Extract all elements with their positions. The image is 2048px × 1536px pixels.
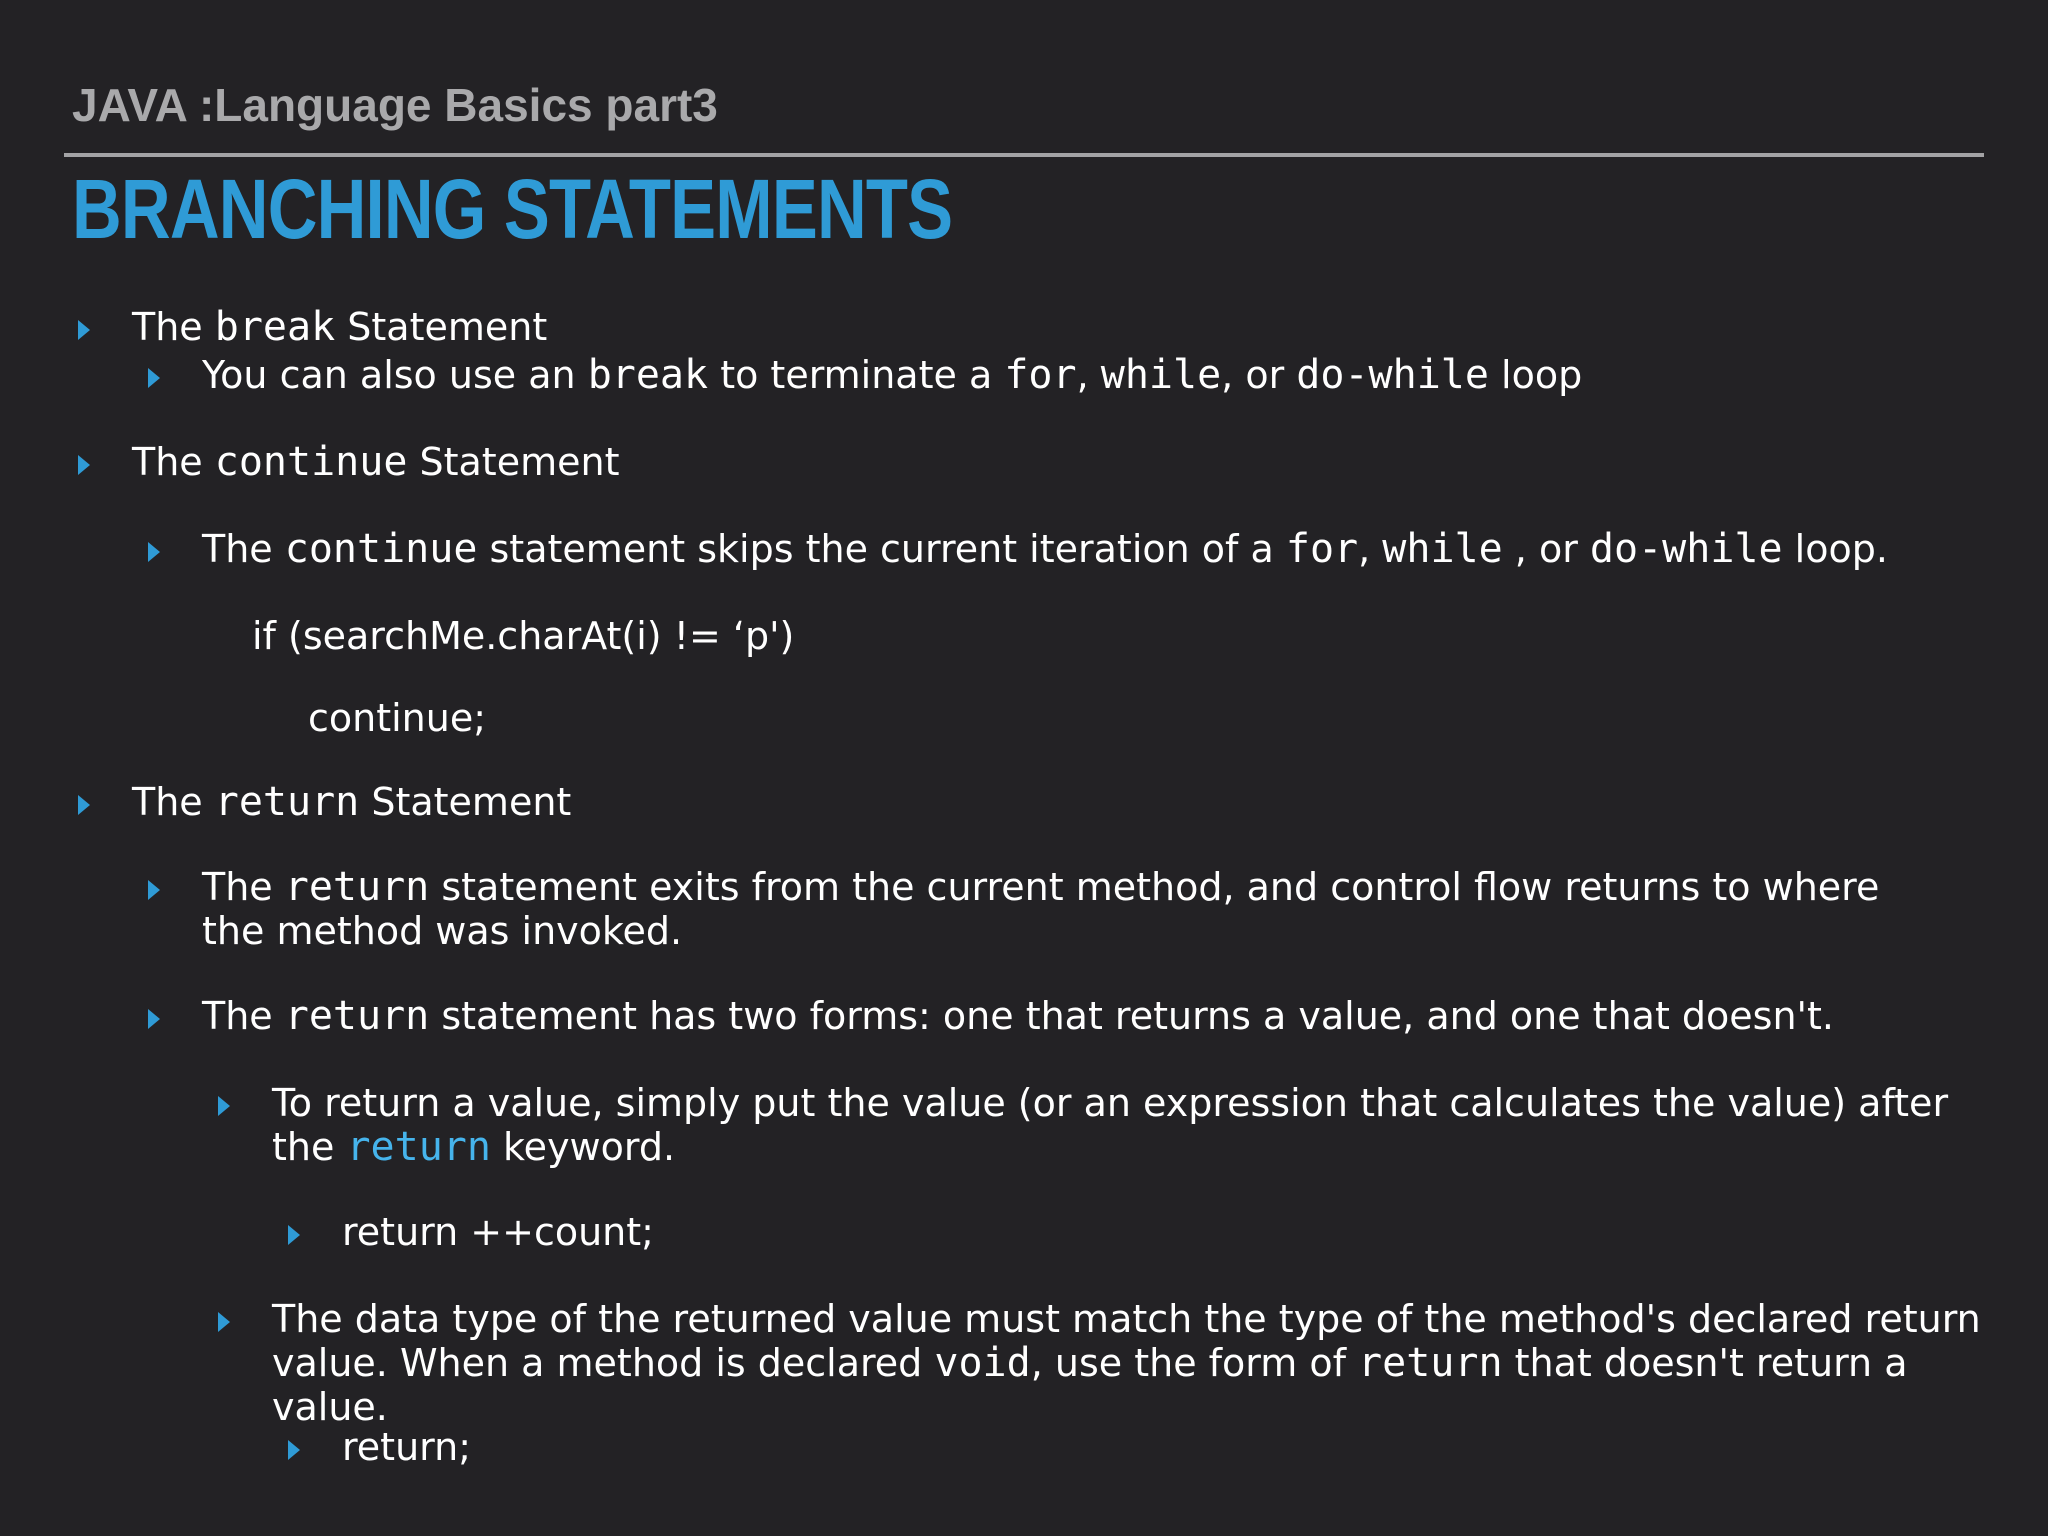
code-example: return;	[342, 1425, 471, 1469]
code-keyword: return	[284, 993, 430, 1039]
header-divider	[64, 153, 1984, 157]
text: The data type of the returned value must match the type of the method's declared return value. When a method is declared	[272, 1297, 1981, 1385]
course-title: JAVA :Language Basics part3	[72, 79, 718, 131]
bullet-icon	[288, 1225, 300, 1245]
text: , or	[1221, 353, 1297, 397]
text: statement has two forms: one that returns a value, and one that doesn't.	[429, 994, 1834, 1038]
continue-detail	[202, 527, 1888, 571]
continue-heading	[132, 440, 619, 484]
bullet-icon	[78, 455, 90, 475]
text: , or	[1502, 527, 1590, 571]
code-example: return ++count;	[342, 1210, 654, 1254]
text: loop	[1488, 353, 1583, 397]
code-keyword: do-while	[1296, 352, 1489, 398]
code-keyword: while	[1382, 526, 1503, 572]
text: The	[132, 305, 215, 349]
text: statement exits from the current method, and control flow returns to where the method was invoked.	[202, 865, 1880, 953]
bullet-icon	[148, 542, 160, 562]
text: ,	[1076, 353, 1101, 397]
text: keyword.	[490, 1125, 676, 1169]
code-keyword: continue	[214, 439, 408, 485]
text: Statement	[407, 440, 620, 484]
code-keyword: return	[1358, 1340, 1503, 1386]
code-keyword: return	[284, 864, 430, 910]
bullet-icon	[288, 1440, 300, 1460]
break-detail	[202, 353, 1582, 397]
text: Statement	[359, 780, 572, 824]
text: loop.	[1782, 527, 1888, 571]
text: that doesn't return a value.	[272, 1341, 1908, 1429]
bullet-icon	[148, 880, 160, 900]
return-void-info	[272, 1297, 1992, 1429]
return-heading	[132, 780, 571, 824]
text: The	[202, 527, 285, 571]
code-keyword: void	[934, 1340, 1031, 1386]
code-keyword: break	[214, 304, 336, 350]
bullet-icon	[218, 1312, 230, 1332]
slide-title: BRANCHING STATEMENTS	[72, 162, 953, 256]
code-keyword: break	[587, 352, 709, 398]
bullet-icon	[148, 368, 160, 388]
return-forms	[202, 994, 1834, 1038]
bullet-icon	[148, 1009, 160, 1029]
text: You can also use an	[202, 353, 588, 397]
text: , use the form of	[1030, 1341, 1359, 1385]
code-line: continue;	[308, 696, 487, 740]
text: ,	[1358, 527, 1383, 571]
code-keyword: return	[346, 1124, 491, 1170]
break-heading	[132, 305, 547, 349]
text: to terminate a	[708, 353, 1005, 397]
bullet-icon	[218, 1096, 230, 1116]
text: To return a value, simply put the value (or an expression that calculates the value) after the	[272, 1081, 1949, 1169]
code-line: if (searchMe.charAt(i) != ‘p')	[252, 614, 795, 658]
bullet-icon	[78, 795, 90, 815]
bullet-icon	[78, 320, 90, 340]
code-keyword: for	[1285, 526, 1359, 572]
text: The	[132, 440, 215, 484]
return-detail	[202, 865, 1922, 953]
text: The	[202, 865, 285, 909]
code-keyword: do-while	[1589, 526, 1783, 572]
text: statement skips the current iteration of a	[477, 527, 1286, 571]
code-keyword: continue	[284, 526, 478, 572]
code-keyword: while	[1100, 352, 1222, 398]
code-keyword: return	[214, 779, 360, 825]
return-value-info	[272, 1081, 1972, 1169]
text: The	[202, 994, 285, 1038]
code-keyword: for	[1004, 352, 1077, 398]
text: The	[132, 780, 215, 824]
text: Statement	[335, 305, 548, 349]
